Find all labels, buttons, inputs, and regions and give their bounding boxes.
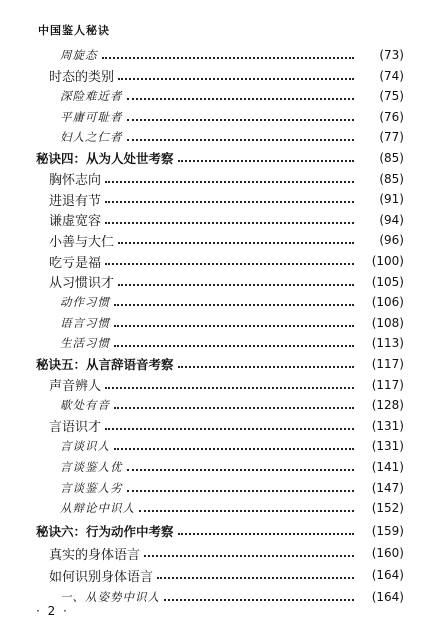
toc-entry-title: 秘诀四：从为人处世考察 bbox=[36, 151, 174, 166]
dot-leader bbox=[105, 222, 354, 224]
toc-entry-page: (117) bbox=[371, 357, 404, 371]
toc-entry-page: (147) bbox=[371, 480, 404, 495]
toc-entry bbox=[0, 394, 440, 416]
dot-leader bbox=[102, 57, 355, 59]
toc-entry-page: (96) bbox=[379, 233, 404, 248]
toc-section-heading bbox=[0, 353, 440, 375]
toc-entry bbox=[0, 168, 440, 190]
toc-entry-title: 生活习惯 bbox=[60, 336, 110, 351]
toc-entry bbox=[0, 85, 440, 107]
dot-leader bbox=[118, 242, 354, 244]
toc-entry-page: (131) bbox=[371, 439, 404, 454]
toc-entry bbox=[0, 497, 440, 519]
dot-leader bbox=[118, 284, 354, 286]
toc-entry-title: 从习惯识才 bbox=[49, 276, 115, 292]
toc-entry-page: (141) bbox=[371, 460, 404, 474]
toc-entry-page: (85) bbox=[379, 151, 404, 165]
toc-entry-page: (73) bbox=[379, 48, 404, 62]
dot-leader bbox=[164, 599, 354, 601]
toc-entry bbox=[0, 65, 440, 87]
toc-entry bbox=[0, 209, 440, 231]
toc-entry-title: 胸怀志向 bbox=[49, 173, 102, 189]
dot-leader bbox=[127, 469, 355, 471]
toc-entry-page: (152) bbox=[371, 501, 404, 516]
toc-entry-title: 歇处有音 bbox=[60, 398, 110, 413]
toc-entry bbox=[0, 291, 440, 313]
toc-entry-title: 平庸可耻者 bbox=[60, 109, 123, 124]
toc-entry-title: 言谈鉴人优 bbox=[60, 460, 123, 474]
dot-leader bbox=[127, 119, 355, 121]
toc-entry bbox=[0, 271, 440, 293]
toc-entry-page: (91) bbox=[379, 192, 404, 207]
toc-entry-page: (164) bbox=[371, 590, 404, 604]
toc-entry bbox=[0, 44, 440, 66]
toc-entry bbox=[0, 250, 440, 272]
toc-entry-page: (77) bbox=[379, 130, 404, 145]
toc-entry-title: 言谈鉴人劣 bbox=[60, 480, 123, 495]
toc-entry-title: 语言习惯 bbox=[60, 315, 110, 330]
toc-entry-title: 从辩论中识人 bbox=[60, 501, 135, 516]
toc-section-heading bbox=[0, 520, 440, 542]
dot-leader bbox=[105, 387, 354, 389]
toc-entry bbox=[0, 229, 440, 251]
toc-entry-page: (113) bbox=[371, 336, 404, 351]
toc-entry-title: 声音辨人 bbox=[49, 379, 102, 395]
toc-entry-page: (94) bbox=[379, 212, 404, 227]
toc-entry-title: 时态的类别 bbox=[49, 70, 115, 86]
toc-entry-title: 妇人之仁者 bbox=[60, 130, 123, 145]
dot-leader bbox=[114, 325, 354, 327]
toc-entry-title: 小善与大仁 bbox=[49, 234, 115, 250]
toc-entry-page: (160) bbox=[371, 546, 404, 560]
dot-leader bbox=[105, 428, 354, 430]
dot-leader bbox=[144, 555, 354, 557]
toc-entry bbox=[0, 435, 440, 457]
toc-entry-page: (105) bbox=[371, 274, 404, 289]
toc-entry bbox=[0, 332, 440, 354]
toc-entry-title: 秘诀六：行为动作中考察 bbox=[36, 524, 174, 539]
toc-entry bbox=[0, 188, 440, 210]
toc-entry-title: 秘诀五：从言辞语音考察 bbox=[36, 357, 174, 372]
dot-leader bbox=[139, 510, 354, 512]
running-head: 中国鉴人秘诀 bbox=[38, 24, 110, 37]
toc-entry-title: 周旋态 bbox=[60, 48, 98, 62]
dot-leader bbox=[114, 407, 354, 409]
toc-entry-page: (131) bbox=[371, 418, 404, 433]
dot-leader bbox=[127, 139, 355, 141]
dot-leader bbox=[118, 78, 354, 80]
toc-entry-page: (85) bbox=[379, 171, 404, 186]
toc-entry bbox=[0, 106, 440, 128]
dot-leader bbox=[127, 98, 355, 100]
dot-leader bbox=[178, 160, 354, 162]
toc-entry-title: 动作习惯 bbox=[60, 295, 110, 310]
dot-leader bbox=[114, 448, 354, 450]
toc-entry bbox=[0, 126, 440, 148]
toc-entry-page: (75) bbox=[379, 89, 404, 104]
toc-entry-title: 如何识别身体语言 bbox=[49, 569, 154, 585]
dot-leader bbox=[127, 490, 355, 492]
toc-entry-page: (117) bbox=[371, 377, 404, 392]
toc-entry-page: (100) bbox=[371, 254, 404, 268]
dot-leader bbox=[105, 181, 354, 183]
toc-entry-title: 真实的身体语言 bbox=[49, 547, 141, 563]
dot-leader bbox=[105, 263, 354, 265]
dot-leader bbox=[114, 345, 354, 347]
toc-entry bbox=[0, 415, 440, 437]
toc-entry bbox=[0, 477, 440, 499]
toc-entry-title: 深险难近者 bbox=[60, 89, 123, 104]
toc-entry-title: 言语识才 bbox=[49, 420, 102, 436]
toc-entry-page: (74) bbox=[379, 68, 404, 83]
toc-entry-page: (108) bbox=[371, 315, 404, 330]
toc-entry-title: 言谈识人 bbox=[60, 439, 110, 454]
toc-entry bbox=[0, 542, 440, 564]
dot-leader bbox=[178, 366, 354, 368]
toc-entry bbox=[0, 456, 440, 478]
toc-entry-title: 进退有节 bbox=[49, 193, 102, 209]
toc-entry-page: (76) bbox=[379, 109, 404, 124]
toc-section-heading bbox=[0, 147, 440, 169]
toc-entry-title: 谦虚宽容 bbox=[49, 214, 102, 230]
dot-leader bbox=[114, 304, 354, 306]
toc-entry bbox=[0, 564, 440, 586]
toc-entry bbox=[0, 312, 440, 334]
toc-entry-title: 吃亏是福 bbox=[49, 255, 102, 271]
toc-entry-page: (128) bbox=[371, 398, 404, 413]
dot-leader bbox=[157, 577, 354, 579]
toc-entry bbox=[0, 374, 440, 396]
toc-entry-page: (164) bbox=[371, 568, 404, 582]
toc-entry-page: (159) bbox=[371, 524, 404, 538]
toc-entry-page: (106) bbox=[371, 295, 404, 310]
dot-leader bbox=[105, 201, 354, 203]
dot-leader bbox=[178, 533, 354, 535]
toc-entry-title: 一、从姿势中识人 bbox=[60, 590, 160, 604]
page-number: · 2 · bbox=[36, 604, 69, 618]
